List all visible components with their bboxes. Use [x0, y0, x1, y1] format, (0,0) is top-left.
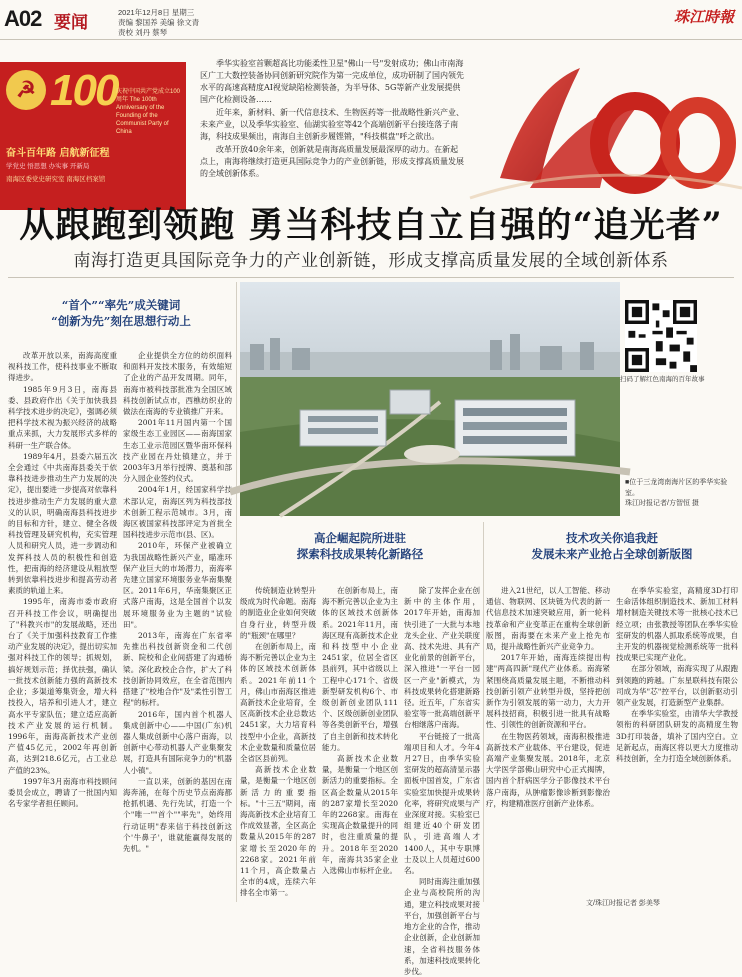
left-title-line-1: “首个”“率先”成关键词	[61, 298, 181, 312]
banner	[0, 40, 742, 192]
lead-summary	[200, 58, 464, 181]
article-paragraph: 2013年，南海在广东省率先推出科技创新资金和二代创新、院校和企业间搭建了沟通桥梁。深化政校企合作，扩大了科技创新协同效应，在全省范围内搭建了"校地合作"及"柔性引智工程"的标杆。	[123, 631, 232, 708]
article-paragraph: 在季华实验室，高精度3D打印生命活体组织制造技术、新加工材料增材制造关键技术等一批核心技术已经立项；由张教授等团队在季华实验室研发的机器人抓取系统等成果，自主开发的机器视觉检测系统等一批科技成果已实现产业化。	[616, 586, 738, 663]
article-paragraph: 2004年1月，经国家科学技术部认定，南海区列为科技部技术创新工程示范城市。3月，南海区被国家科技部评定为首批全国科技进步示范市(县、区)。	[123, 485, 232, 540]
party-emblem-icon: ☭	[6, 70, 46, 110]
article-paragraph: 在生物医药领域，南海积极推进高新技术产业载体、平台建设，促进高端产业集聚发展。2018年，北京大学医学部佛山研究中心正式揭牌，国内首个肝病医学分子影像技术平台落户南海，从肿瘤影像诊断到影像治疗，构建精准医疗创新产业体系。	[486, 731, 610, 808]
photo-credit: 珠江时报记者/方智恒 摄	[625, 500, 699, 507]
summary-paragraph: 季华实验室首颗超高比功能柔性卫星"佛山一号"发射成功；佛山市南海区广工大数控装备协同创新研究院作为第一完成单位，成功研制了国内领先水平的高速高精度AI视觉缺陷检测装备，为半导体、5G等新产业发展提供国产化检测设备……	[200, 59, 464, 104]
article-paragraph: 高新技术企业数量，是衡量一个地区创新活力的重要指标。"十三五"期间，南海高新技术企业培育工作成效显著，全区高企数量从2015年的287家增长至2020年的2268家。2021年前11个月，高企数量占全市的4成，连续六年排名全市第一。	[240, 765, 316, 898]
sub-headline: 南海打造更具国际竞争力的产业创新链，形成支撑高质量发展的全域创新体系	[73, 251, 669, 270]
left-column-a	[8, 350, 117, 910]
middle-title-line-1: 高企崛起院所进驻	[314, 531, 406, 545]
right-column-f	[486, 585, 610, 895]
article-paragraph: 2016年，国内首个机器人集成创新中心——中国(广东)机器人集成创新中心落户南海，以创新中心带动机器人产业集聚发展，打造具有国际竞争力的"机器人小镇"。	[123, 709, 232, 775]
article-paragraph: 在部分领域，南海实现了从跟跑到领跑的跨越。广东星联科技有限公司成为华"芯"控平台，以创新驱动引领产业发展，打造新型产业集群。	[616, 664, 738, 708]
article-paragraph: 在创新布局上，南海不断完善以企业为主体的区域技术创新体系。2021年11月，南海区现有高新技术企业和科技型中小企业2451家，位居全省区县前列，其中省级以上工程中心171个、省级新型研发机构6个、市级创新创业团队111个、区级创新创业团队等各类创新平台，增强了自主创新和技术转化能力。	[322, 586, 398, 752]
promo-hundred: 100	[50, 66, 118, 115]
issue-date: 2021年12月8日 星期三	[118, 8, 195, 17]
left-section-title	[8, 297, 234, 329]
article-paragraph: 1989年4月，县委六届五次全会通过《中共南海县委关于依靠科技进步推动生产力发展的决定》，提出要进一步提高对依靠科技进步推动生产力发展的重大意义的认识，明确南海县科技进步的目标和方针，建立、健全各级科技管理及研究机构，充实管理人员和研究人员，进一步调动和发挥科技人员的积极性和创造性，把南海的经济建设从粗放型转到依靠科技进步和提高劳动者素质的轨道上来。	[8, 451, 117, 596]
middle-column-c	[240, 585, 316, 910]
article-paragraph: 1985年9月3日，南海县委、县政府作出《关于加快我县科学技术进步的决定》，强调必须把科学技术视为振兴经济的战略重点来抓，大力发展形式多样的科研一生产联合体。	[8, 384, 117, 450]
middle-column-e	[404, 585, 480, 976]
right-title-line-1: 技术攻关你追我赶	[566, 531, 658, 545]
article-paragraph: 1995年，南海市委市政府召开科技工作会议，明确提出了"科教兴市"的发展战略，还出台了《关于加强科技教育工作推动产业发展的决定》，提出切实加强对科技工作的领导；抓规划，搞好规划示范；择优扶强，确认一批技术创新能力强的高新技术企业；多渠道筹集资金，增大科技投入，培养和引进人才，建立高水平专家队伍；建立适应高新技术产业发展的运行机制。1996年，南海高新技术产业创产值45亿元，2002年再创新高，达到218.6亿元，占工业总产值的23%。	[8, 597, 117, 775]
left-title-line-2: “创新为先”刻在思想行动上	[51, 314, 191, 328]
newspaper-logo: 珠江時報	[673, 8, 734, 26]
qr-code-icon[interactable]	[625, 300, 697, 372]
right-section-title	[486, 530, 738, 562]
middle-column-d	[322, 585, 398, 910]
masthead	[0, 0, 742, 40]
article-paragraph: 2001年11月国内第一个国家级生态工业园区——南海国家生态工业示范园区暨华南环保科技产业园在丹灶镇建立，并于2003年3月举行授牌、奠基和部分入园企业签约仪式。	[123, 418, 232, 484]
aerial-photo-lab	[240, 282, 620, 516]
article-paragraph: 1997年3月南海市科技顾问委员会成立，聘请了一批国内知名专家学者担任顾问。	[8, 776, 117, 809]
main-headline: 从跟跑到领跑 勇当科技自立自强的“追光者”	[19, 205, 723, 246]
article-paragraph: 除了发挥企业在创新中的主体作用，2017年开始，南海加快引进了一大批与本地龙头企业、产业关联度高、技术先进、具有产业化前景的创新平台，深入推进"一平台一园区一产业"新模式，为科技成果转化搭建新路径。近五年，广东省实验室等一批高端创新平台相继落户南海。	[404, 586, 480, 730]
photo-caption-text: ■位于三龙湾南海片区的季华实验室。	[625, 479, 728, 497]
red-hundred-artwork	[470, 48, 742, 198]
promo-motto: 学党史 悟思想 办实事 开新局	[6, 163, 90, 170]
middle-section-title	[240, 530, 480, 562]
editor-credit: 责编 黎国养 美编 徐文青	[118, 18, 200, 27]
promo-anniversary-text: 庆祝中国共产党成立100周年 The 100th Anniversary of the Founding of the Communist Party of China	[116, 89, 181, 135]
right-title-line-2: 发展未来产业抢占全球创新版图	[531, 547, 693, 561]
right-column-g	[616, 585, 738, 895]
middle-title-line-2: 探索科技成果转化新路径	[296, 547, 424, 561]
article-paragraph: 在季华实验室，由清华大学教授领衔的科研团队研发的高精度生物3D打印装备，填补了国内空白。立足新起点，南海区将以更大力度推动科技创新，全力打造全域创新体系。	[616, 709, 738, 764]
article-paragraph: 高新技术企业数量，是衡量一个地区创新活力的重要指标。全区高企数量从2015年的287家增长至2020年的2268家。南海在实现高企数量提升的同时，也注重质量的提升。2018年至2020年，南海共35家企业入选佛山市标杆企业。	[322, 754, 398, 876]
article-paragraph: 进入21世纪，以人工智能、移动通信、物联网、区块链为代表的新一代信息技术加速突破应用，新一轮科技革命和产业变革正在重构全球创新版图，南海要在未来产业上抢先布局，提升战略性新兴产业竞争力。	[486, 586, 610, 652]
section-name: 要闻	[54, 13, 88, 33]
article-paragraph: 平台链接了一批高端项目和人才。今年4月27日，由季华实验室研发的超高清显示器面板中国首发，广东省实验室加快提升成果转化率，将研究成果与产业深度对接。实验室已组建近40个研发团队，引进高端人才1400人，其中专职博士及以上人员超过600名。	[404, 731, 480, 876]
promo-credit: 南海区委党史研究室 南海区档案馆	[6, 176, 106, 183]
summary-paragraph: 改革开放40余年来，创新就是南海高质量发展最深厚的动力。在新起点上，南海将继续打造更具国际竞争力的产业创新链，形成支撑高质量发展的全域创新体系。	[200, 145, 464, 178]
centenary-promo	[0, 62, 186, 210]
article-paragraph: 在创新布局上，南海不断完善以企业为主体的区域技术创新体系。2021年前11个月，佛山市南海区推进高新技术企业培育，全区高新技术企业总数达2451家，大力培育科技型中小企业，高新技术企业数量和质量位居全省区县前列。	[240, 642, 316, 764]
article-paragraph: 2017年开始，南海连续提出构建"两高四新"现代产业体系。南海紧紧围绕高质量发展主题，不断推动科技创新引领产业转型升级，坚持把创新作为引领发展的第一动力，大力开展科技招商，积极引进一批具有战略性、引领性的创新资源和平台。	[486, 653, 610, 730]
promo-slogan: 奋斗百年路 启航新征程	[6, 148, 110, 159]
column-separator	[236, 282, 237, 902]
article-paragraph: 一直以来，创新的基因在南海奔涌，在每个历史节点南海都抢抓机遇、先行先试，打造一个个"唯一""首个""率先"，始终用行动证明"春来信于科技创新这个'牛鼻子'，谁就能赢得发展的先机。"	[123, 776, 232, 853]
headline-divider	[8, 277, 734, 278]
article-paragraph: 2010年，环保产业被确立为我国战略性新兴产业，瞄准环保产业巨大的市场潜力，南海率先建立国家环境服务业华南集聚区。2011年6月，华南集聚区正式落户南海，这是全国首个以发展环境服务业为主题的"试验田"。	[123, 541, 232, 629]
qr-caption: 扫码了解红色南海的百年故事	[620, 376, 705, 383]
page-number: A02	[4, 6, 42, 31]
summary-paragraph: 近年来，新材料、新一代信息技术、生物医药等一批战略性新兴产业、未来产业，以及季华实验室、仙湖实验室等42个高端创新平台接连落子南海，科技成果频出，南海自主创新步履铿锵，"科技棋盘"呼之欲出。	[200, 108, 464, 141]
article-paragraph: 企业提供全方位的纺织面料和面料开发技术服务，有效缩短了企业的产品开发周期。同年，南海市被科技部批准为全国区域科技创新试点市，西樵纺织业的做法在南海的专业镇推广开来。	[123, 351, 232, 417]
proofreader-credit: 责校 刘丹 蔡琴	[118, 28, 168, 37]
article-byline: 文/珠江时报记者 彭美琴	[586, 900, 660, 907]
article-paragraph: 改革开放以来，南海高度重视科技工作，使科技事业不断取得进步。	[8, 351, 117, 383]
date-line	[118, 8, 199, 38]
photo-caption	[625, 478, 735, 510]
column-separator	[483, 522, 484, 902]
left-column-b	[123, 350, 232, 910]
article-paragraph: 同时南海注重加强企业与高校院所的沟通，建立科技成果对接平台，加强创新平台与地方企业的合作，推动企业创新，企业创新加速，全省科技服务体系，加速科技成果转化步伐。	[404, 877, 480, 976]
article-paragraph: 传统制造业转型升级成为时代命题。南海的制造业企业如何突破自身行业，转型升级的"瓶颈"在哪里？	[240, 586, 316, 640]
